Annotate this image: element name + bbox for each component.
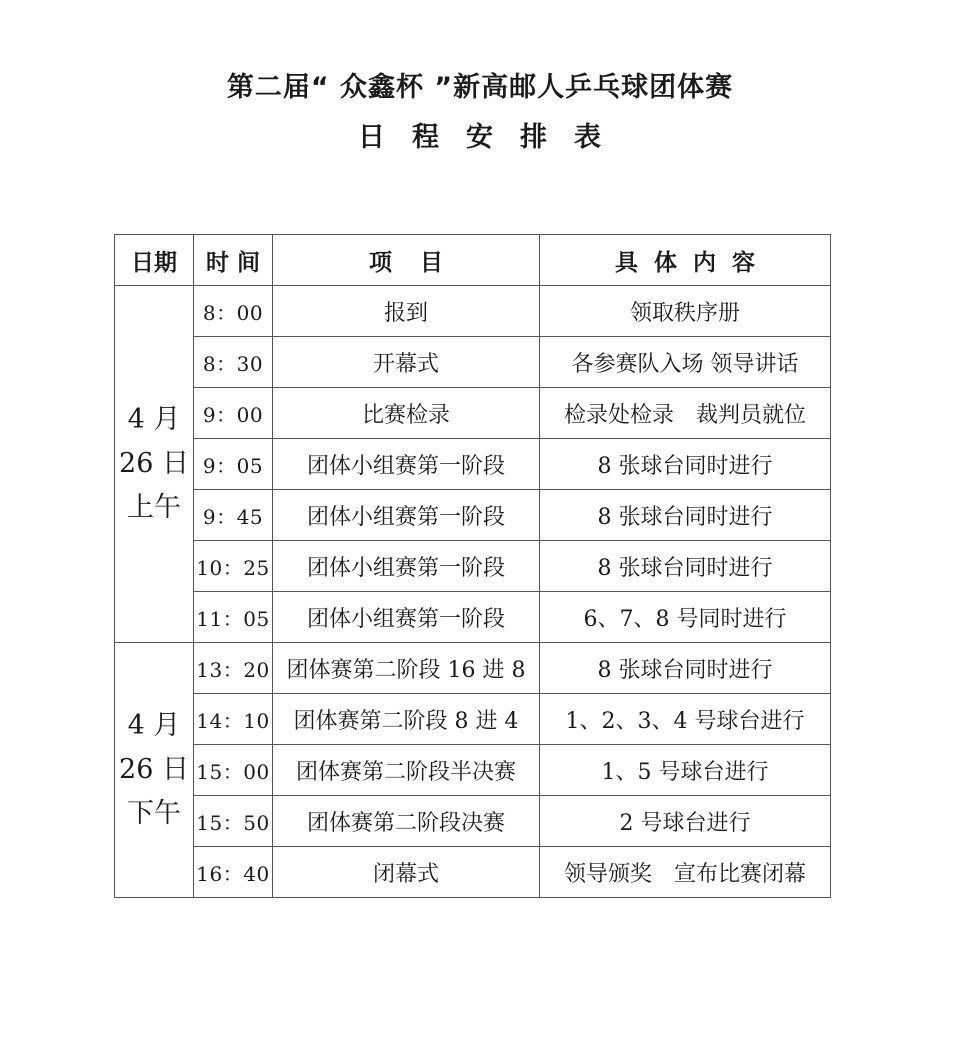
content-cell: 8 张球台同时进行: [540, 541, 831, 592]
date-line: 下午: [127, 798, 181, 829]
document-title: 第二届“ 众鑫杯 ”新高邮人乒乓球团体赛: [226, 72, 734, 103]
item-cell: 团体小组赛第一阶段: [273, 592, 540, 643]
subtitle-char: 表: [574, 122, 602, 153]
header-item-char: 项: [369, 249, 392, 276]
date-line: 上午: [127, 492, 181, 523]
item-cell: 报到: [273, 286, 540, 337]
content-cell: 2 号球台进行: [540, 796, 831, 847]
table-row: [115, 694, 831, 745]
table-row: [115, 745, 831, 796]
table-row: [115, 439, 831, 490]
item-cell: 团体小组赛第一阶段: [273, 439, 540, 490]
time-cell: 11：05: [194, 592, 273, 643]
time-cell: 9：05: [194, 439, 273, 490]
subtitle-char: 排: [520, 122, 548, 153]
date-line: 4 月: [127, 710, 181, 741]
time-cell: 9：00: [194, 388, 273, 439]
table-row: [115, 643, 831, 694]
date-line: 26 日: [119, 448, 189, 479]
document-subtitle: [0, 120, 960, 156]
time-cell: 15：00: [194, 745, 273, 796]
time-cell: 14：10: [194, 694, 273, 745]
table-row: [115, 541, 831, 592]
content-cell: 6、7、8 号同时进行: [540, 592, 831, 643]
header-content: [540, 235, 831, 286]
content-cell: 1、2、3、4 号球台进行: [540, 694, 831, 745]
header-content-char: 体: [654, 249, 677, 276]
subtitle-char: 程: [412, 122, 440, 153]
content-cell: 各参赛队入场 领导讲话: [540, 337, 831, 388]
content-cell: 8 张球台同时进行: [540, 643, 831, 694]
header-item-char: 目: [420, 249, 443, 276]
date-cell: [115, 286, 194, 643]
item-cell: 比赛检录: [273, 388, 540, 439]
table-header-row: [115, 235, 831, 286]
time-cell: 15：50: [194, 796, 273, 847]
time-cell: 8：00: [194, 286, 273, 337]
time-cell: 9：45: [194, 490, 273, 541]
item-cell: 团体赛第二阶段 16 进 8: [273, 643, 540, 694]
table-row: [115, 796, 831, 847]
header-content-char: 容: [732, 249, 755, 276]
subtitle-char: 安: [466, 122, 494, 153]
header-content-char: 内: [693, 249, 716, 276]
content-cell: 8 张球台同时进行: [540, 439, 831, 490]
content-cell: 领导颁奖 宣布比赛闭幕: [540, 847, 831, 898]
content-cell: 检录处检录 裁判员就位: [540, 388, 831, 439]
table-row: [115, 388, 831, 439]
item-cell: 团体小组赛第一阶段: [273, 490, 540, 541]
subtitle-char: 日: [358, 122, 386, 153]
item-cell: 闭幕式: [273, 847, 540, 898]
table-row: [115, 847, 831, 898]
time-cell: 16：40: [194, 847, 273, 898]
item-cell: 团体赛第二阶段半决赛: [273, 745, 540, 796]
item-cell: 团体赛第二阶段 8 进 4: [273, 694, 540, 745]
item-cell: 团体赛第二阶段决赛: [273, 796, 540, 847]
table-row: [115, 592, 831, 643]
date-line: 4 月: [127, 404, 181, 435]
time-cell: 8：30: [194, 337, 273, 388]
table-row: [115, 337, 831, 388]
item-cell: 开幕式: [273, 337, 540, 388]
content-cell: 8 张球台同时进行: [540, 490, 831, 541]
header-time: 时 间: [194, 235, 273, 286]
time-cell: 13：20: [194, 643, 273, 694]
content-cell: 1、5 号球台进行: [540, 745, 831, 796]
date-cell: [115, 643, 194, 898]
header-date: 日期: [115, 235, 194, 286]
header-item: [273, 235, 540, 286]
table-row: [115, 286, 831, 337]
header-content-char: 具: [615, 249, 638, 276]
time-cell: 10：25: [194, 541, 273, 592]
schedule-table: [114, 234, 831, 898]
content-cell: 领取秩序册: [540, 286, 831, 337]
item-cell: 团体小组赛第一阶段: [273, 541, 540, 592]
schedule-body: [115, 286, 831, 898]
table-row: [115, 490, 831, 541]
date-line: 26 日: [119, 754, 189, 785]
